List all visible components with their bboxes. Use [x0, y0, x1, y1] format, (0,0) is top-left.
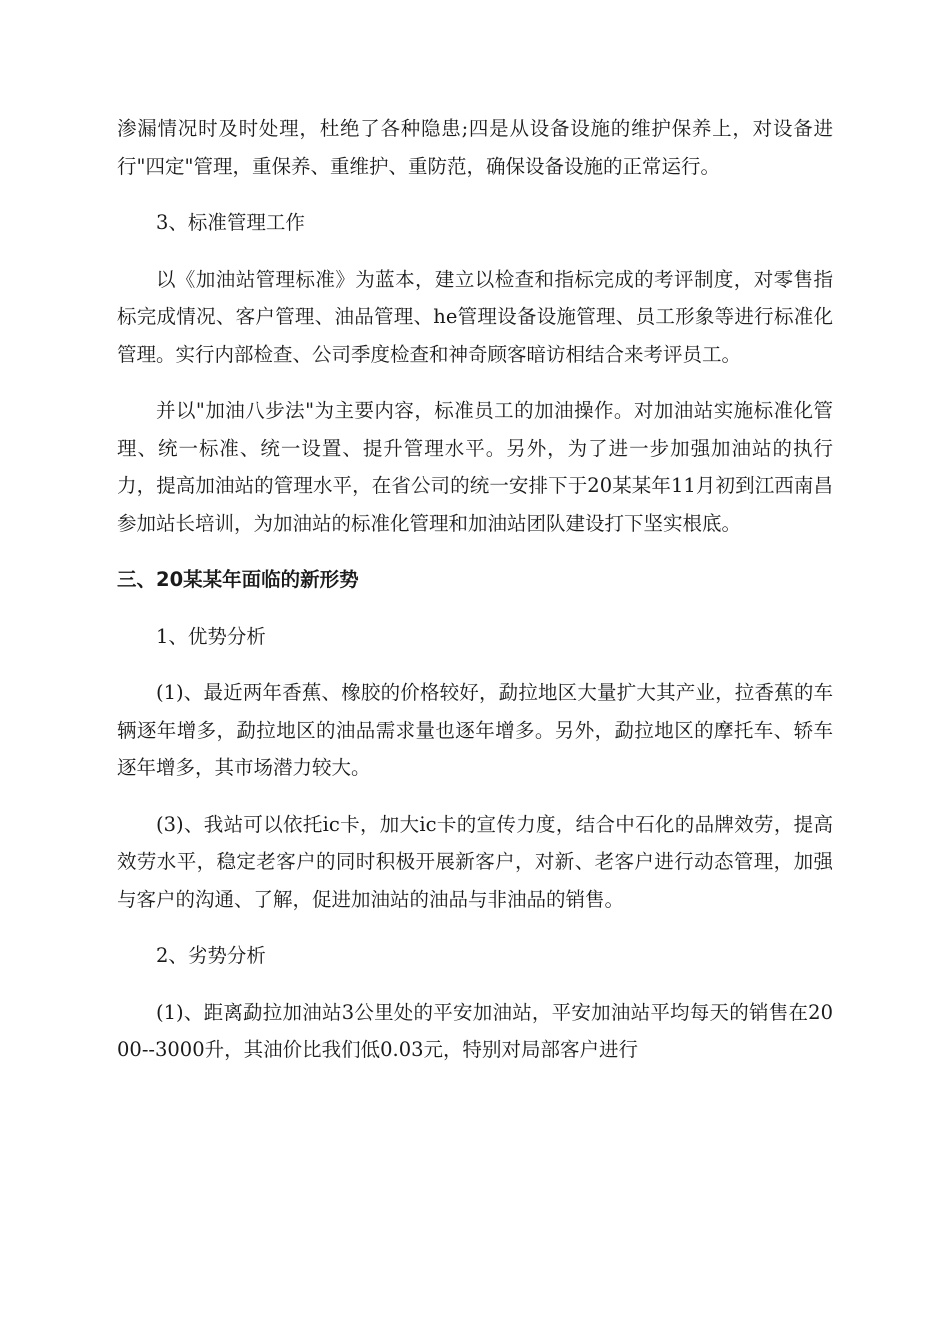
paragraph-eight-step-method: 并以"加油八步法"为主要内容，标准员工的加油操作。对加油站实施标准化管理、统一标准、统一设置、提升管理水平。另外，为了进一步加强加油站的执行力，提高加油站的管理水平，在省公司的统一安排下于20某某年11月初到江西南昌参加站长培训，为加油站的标准化管理和加油站团队建设打下坚实根底。	[117, 399, 833, 535]
paragraph-advantage-1: (1)、最近两年香蕉、橡胶的价格较好，勐拉地区大量扩大其产业，拉香蕉的车辆逐年增多，勐拉地区的油品需求量也逐年增多。另外，勐拉地区的摩托车、轿车逐年增多，其市场潜力较大。	[117, 681, 833, 779]
subheading-disadvantage-analysis: 2、劣势分析	[156, 944, 266, 967]
section-heading-new-situation: 三、20某某年面临的新形势	[117, 568, 359, 591]
paragraph-disadvantage-1: (1)、距离勐拉加油站3公里处的平安加油站，平安加油站平均每天的销售在2000--3000升，其油价比我们低0.03元，特别对局部客户进行	[117, 1000, 833, 1061]
subheading-standard-management: 3、标准管理工作	[156, 211, 305, 234]
paragraph-advantage-3: (3)、我站可以依托ic卡，加大ic卡的宣传力度，结合中石化的品牌效劳，提高效劳水平，稳定老客户的同时积极开展新客户，对新、老客户进行动态管理，加强与客户的沟通、了解，促进加油站的油品与非油品的销售。	[117, 812, 833, 911]
document-body	[117, 110, 833, 1088]
paragraph-standard-evaluation: 以《加油站管理标准》为蓝本，建立以检查和指标完成的考评制度，对零售指标完成情况、客户管理、油品管理、he管理设备设施管理、员工形象等进行标准化管理。实行内部检查、公司季度检查和神奇顾客暗访相结合来考评员工。	[117, 267, 833, 366]
paragraph-maintenance-continued: 渗漏情况时及时处理，杜绝了各种隐患;四是从设备设施的维护保养上，对设备进行"四定"管理，重保养、重维护、重防范，确保设备设施的正常运行。	[117, 117, 833, 178]
subheading-advantage-analysis: 1、优势分析	[156, 624, 266, 648]
